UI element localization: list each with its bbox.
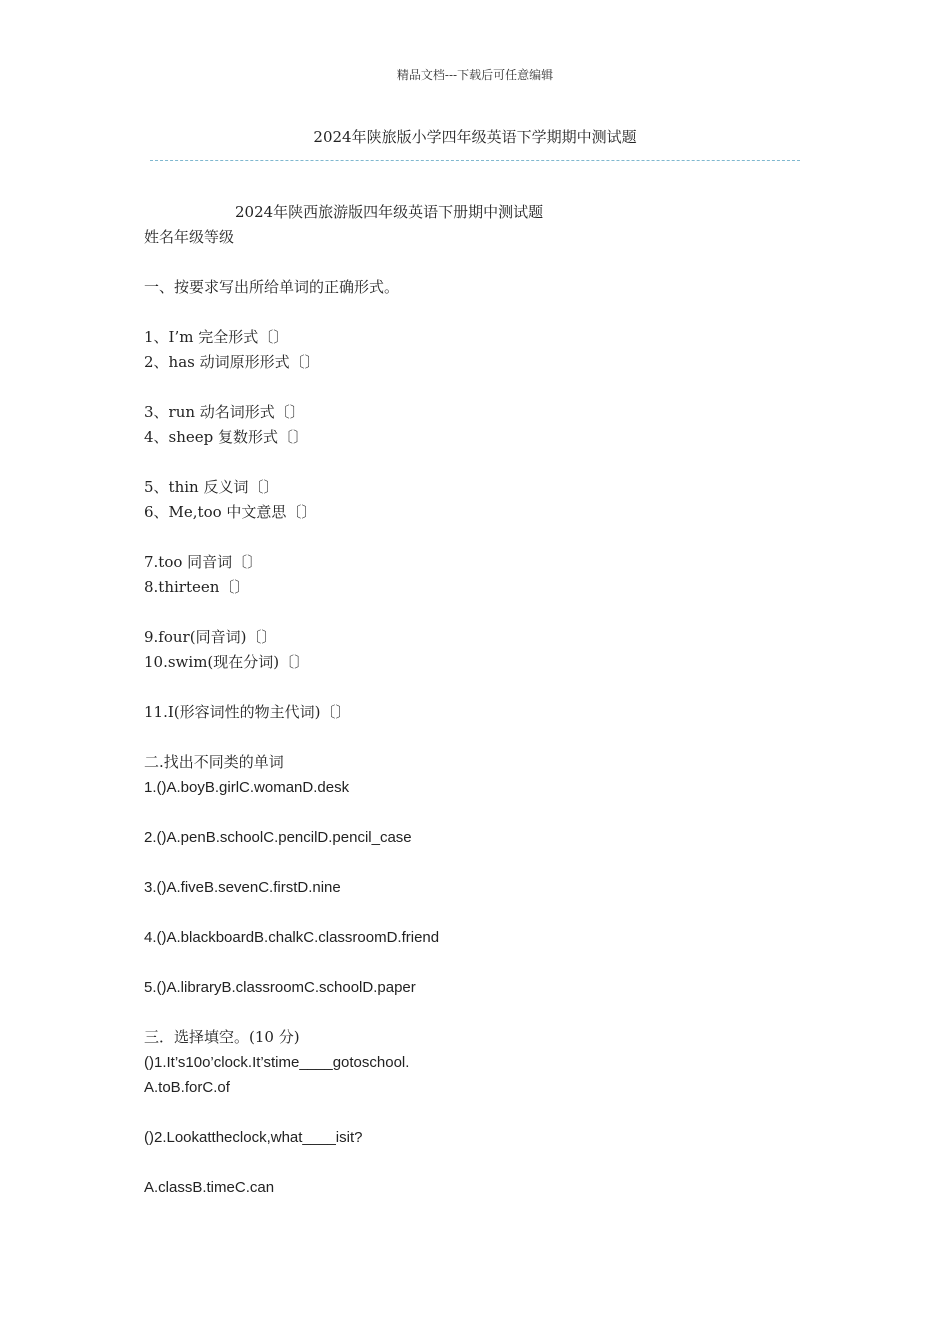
spacer	[144, 375, 824, 400]
spacer	[144, 725, 824, 750]
spacer	[144, 300, 824, 325]
section-1-item: 3、run 动名词形式〔〕	[144, 403, 305, 421]
section-3-question-1-options: A.toB.forC.of	[144, 1079, 230, 1096]
section-1-item: 1、I’m 完全形式〔〕	[144, 328, 289, 346]
section-1-heading: 一、按要求写出所给单词的正确形式。	[144, 278, 400, 296]
spacer	[144, 800, 824, 825]
section-1-item: 10.swim(现在分词)〔〕	[144, 653, 310, 671]
section-2-item: 1.()A.boyB.girlC.womanD.desk	[144, 779, 350, 796]
spacer	[144, 450, 824, 475]
section-2-heading: 二.找出不同类的单词	[144, 753, 284, 771]
section-1-item: 8.thirteen〔〕	[144, 578, 250, 596]
section-3-question-1: ()1.It’s10o’clock.It’stime____gotoschool.	[144, 1054, 410, 1071]
document-title: 2024年陕旅版小学四年级英语下学期期中测试题	[313, 128, 637, 146]
spacer	[144, 900, 824, 925]
spacer	[144, 525, 824, 550]
section-1-item: 5、thin 反义词〔〕	[144, 478, 279, 496]
spacer	[144, 950, 824, 975]
section-2-item: 2.()A.penB.schoolC.pencilD.pencil_case	[144, 829, 412, 846]
section-1-item: 4、sheep 复数形式〔〕	[144, 428, 309, 446]
section-1-item: 9.four(同音词)〔〕	[144, 628, 277, 646]
spacer	[144, 600, 824, 625]
section-1-item: 2、has 动词原形形式〔〕	[144, 353, 320, 371]
section-1-item: 7.too 同音词〔〕	[144, 553, 263, 571]
section-1-item: 6、Me,too 中文意思〔〕	[144, 503, 317, 521]
page-header-watermark: 精品文档---下载后可任意编辑	[396, 68, 554, 82]
section-3-question-2-options: A.classB.timeC.can	[144, 1179, 275, 1196]
section-1-item: 11.I(形容词性的物主代词)〔〕	[144, 703, 351, 721]
section-2-item: 3.()A.fiveB.sevenC.firstD.nine	[144, 879, 341, 896]
document-body	[144, 200, 824, 1200]
section-3-heading: 三．选择填空。(10 分)	[144, 1028, 300, 1046]
title-divider	[150, 160, 800, 161]
spacer	[144, 250, 824, 275]
spacer	[144, 1100, 824, 1125]
spacer	[144, 1150, 824, 1175]
section-2-item: 5.()A.libraryB.classroomC.schoolD.paper	[144, 979, 416, 996]
spacer	[144, 850, 824, 875]
spacer	[144, 1000, 824, 1025]
test-subtitle: 2024年陕西旅游版四年级英语下册期中测试题	[235, 203, 544, 221]
section-3-question-2: ()2.Lookattheclock,what____isit?	[144, 1129, 363, 1146]
student-info-line: 姓名年级等级	[144, 228, 235, 246]
section-2-item: 4.()A.blackboardB.chalkC.classroomD.friend	[144, 929, 440, 946]
spacer	[144, 675, 824, 700]
